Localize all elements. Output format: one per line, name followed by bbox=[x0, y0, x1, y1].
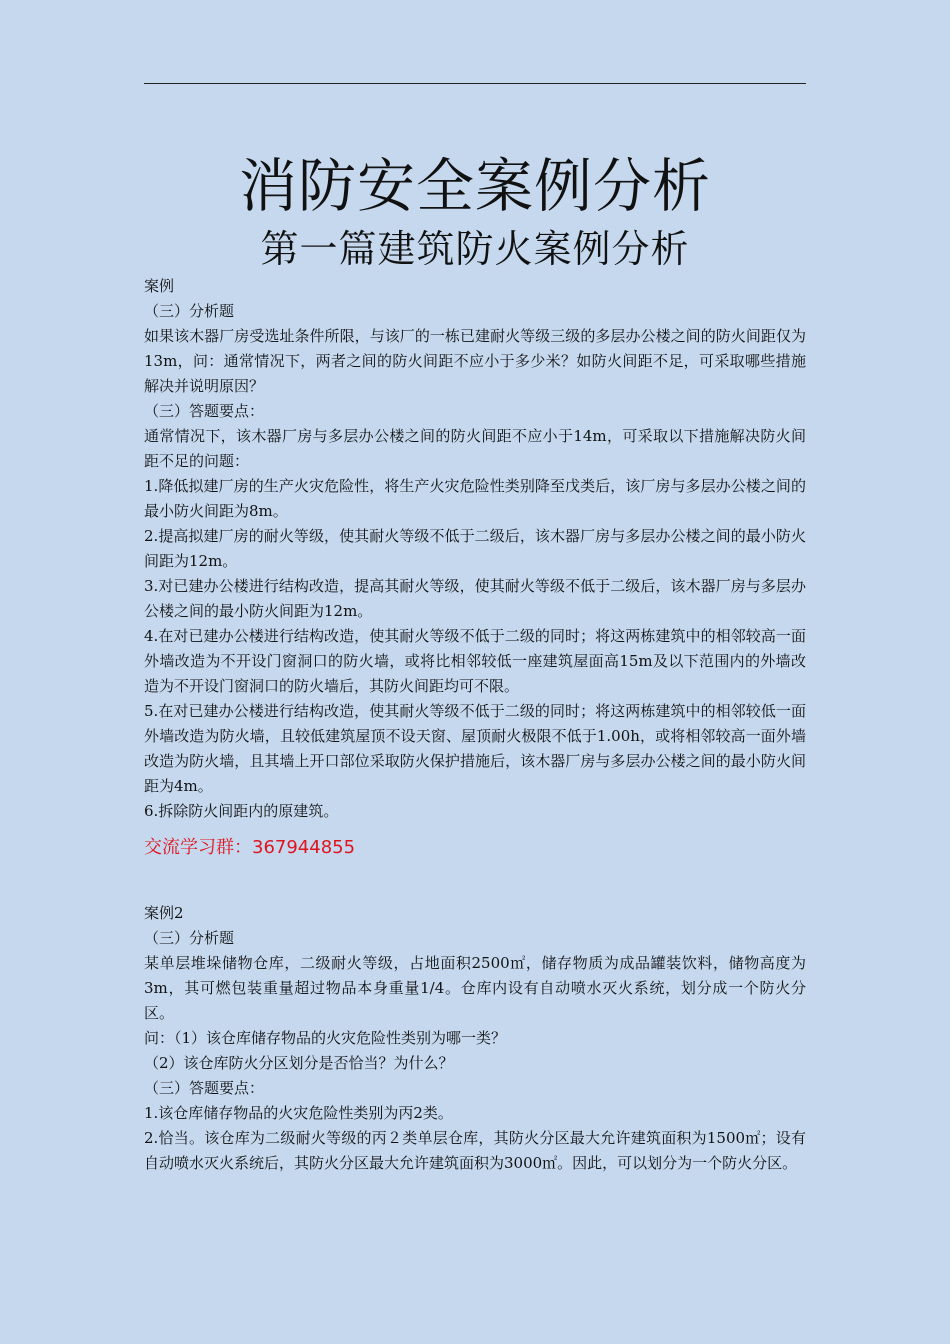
document-body bbox=[144, 274, 806, 1176]
case2-point: 2.恰当。该仓库为二级耐火等级的丙２类单层仓库，其防火分区最大允许建筑面积为1500㎡；设有自动喷水灭火系统后，其防火分区最大允许建筑面积为3000㎡。因此，可以划分为一个防火分区。 bbox=[144, 1129, 806, 1172]
case1-point: 6.拆除防火间距内的原建筑。 bbox=[144, 802, 339, 820]
page-title: 消防安全案例分析 bbox=[238, 152, 711, 220]
case1-point: 4.在对已建办公楼进行结构改造，使其耐火等级不低于二级的同时；将这两栋建筑中的相邻较高一面外墙改造为不开设门窗洞口的防火墙，或将比相邻较低一座建筑屋面高15m及以下范围内的外墙改造为不开设门窗洞口的防火墙后，其防火间距均可不限。 bbox=[144, 627, 806, 695]
case1-point: 3.对已建办公楼进行结构改造，提高其耐火等级，使其耐火等级不低于二级后，该木器厂房与多层办公楼之间的最小防火间距为12m。 bbox=[144, 577, 806, 620]
case2-question-heading: （三）分析题 bbox=[144, 929, 235, 947]
case1-answer-intro: 通常情况下，该木器厂房与多层办公楼之间的防火间距不应小于14m，可采取以下措施解决防火间距不足的问题： bbox=[144, 427, 806, 470]
case1-point: 1.降低拟建厂房的生产火灾危险性，将生产火灾危险性类别降至戊类后，该厂房与多层办公楼之间的最小防火间距为8m。 bbox=[144, 477, 806, 520]
case2-point: 1.该仓库储存物品的火灾危险性类别为丙2类。 bbox=[144, 1104, 453, 1122]
study-group-note: 交流学习群：367944855 bbox=[144, 837, 356, 858]
case2-question-1: 问：（1）该仓库储存物品的火灾危险性类别为哪一类？ bbox=[144, 1029, 507, 1047]
case2-answer-heading: （三）答题要点： bbox=[144, 1079, 265, 1097]
section-spacer bbox=[144, 863, 806, 901]
case1-question: 如果该木器厂房受选址条件所限，与该厂的一栋已建耐火等级三级的多层办公楼之间的防火间距仅为13m，问：通常情况下，两者之间的防火间距不应小于多少米？如防火间距不足，可采取哪些措施解决并说明原因？ bbox=[144, 327, 806, 395]
case1-question-heading: （三）分析题 bbox=[144, 302, 235, 320]
page-subtitle: 第一篇建筑防火案例分析 bbox=[260, 227, 690, 271]
case2-question: 某单层堆垛储物仓库，二级耐火等级，占地面积2500㎡，储存物质为成品罐装饮料，储物高度为3m，其可燃包装重量超过物品本身重量1/4。仓库内设有自动喷水灭火系统，划分成一个防火分区。 bbox=[144, 954, 806, 1022]
case2-question-2: （2）该仓库防火分区划分是否恰当？为什么？ bbox=[144, 1054, 454, 1072]
case1-label: 案例 bbox=[144, 277, 175, 295]
case2-label: 案例2 bbox=[144, 904, 184, 922]
case1-answer-heading: （三）答题要点： bbox=[144, 402, 265, 420]
header-rule bbox=[144, 83, 806, 84]
case1-point: 5.在对已建办公楼进行结构改造，使其耐火等级不低于二级的同时；将这两栋建筑中的相邻较低一面外墙改造为防火墙，且较低建筑屋顶不设天窗、屋顶耐火极限不低于1.00h，或将相邻较高一面外墙改造为防火墙，且其墙上开口部位采取防火保护措施后，该木器厂房与多层办公楼之间的最小防火间距为4m。 bbox=[144, 702, 806, 795]
case1-point: 2.提高拟建厂房的耐火等级，使其耐火等级不低于二级后，该木器厂房与多层办公楼之间的最小防火间距为12m。 bbox=[144, 527, 806, 570]
